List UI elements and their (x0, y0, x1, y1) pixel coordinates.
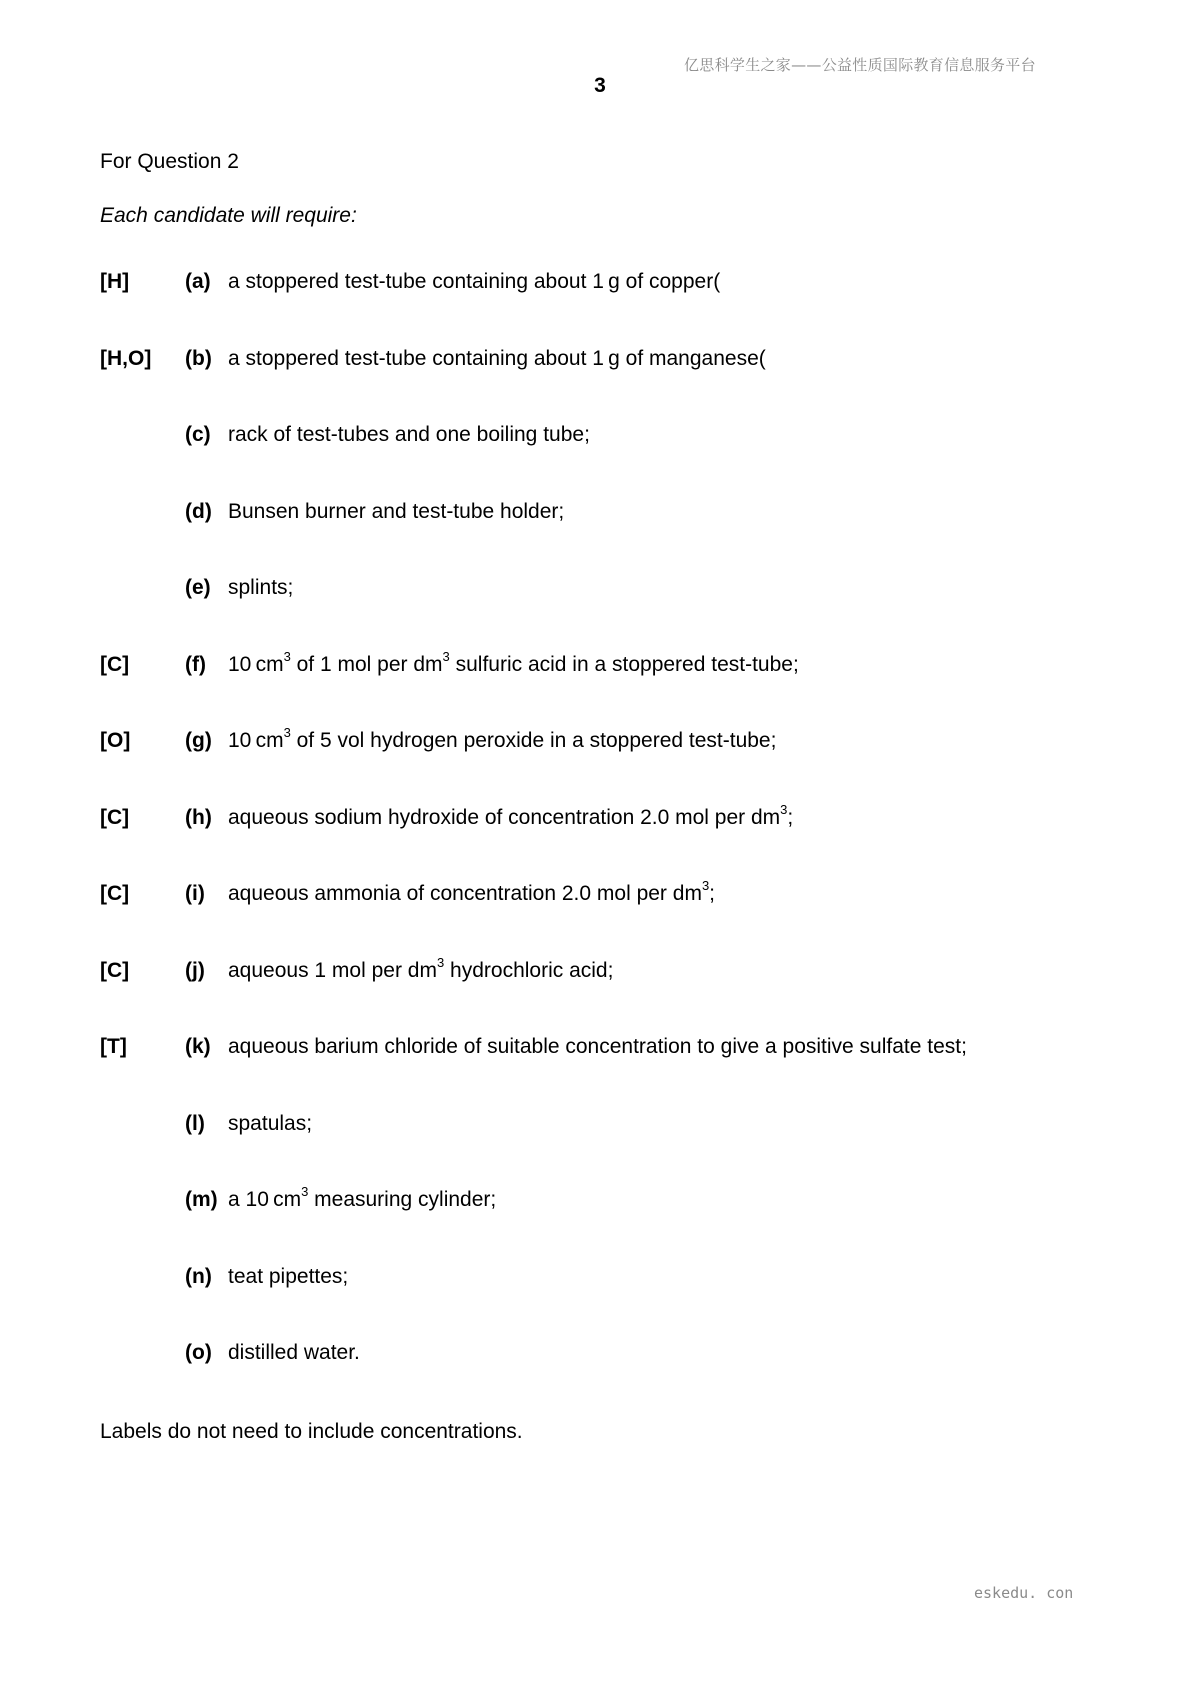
list-item (100, 423, 1100, 500)
list-item (100, 725, 1100, 806)
text-part: 10 cm (228, 729, 284, 752)
item-letter: (f) (185, 652, 206, 676)
text-part: of 1 mol per dm (290, 652, 443, 676)
item-letter: (h) (185, 805, 212, 829)
item-description: aqueous barium chloride of suitable concentration to give a positive sulfate test; (228, 1035, 967, 1058)
text-part: aqueous 1 mol per dm (228, 958, 437, 982)
item-description: Bunsen burner and test-tube holder; (228, 499, 565, 523)
item-description (228, 1184, 497, 1212)
list-item (100, 1265, 1100, 1342)
item-description: teat pipettes; (228, 1264, 349, 1288)
list-item (100, 576, 1100, 653)
item-description: a stoppered test-tube containing about 1 g of manganese( (228, 346, 766, 370)
list-item (100, 1035, 1100, 1112)
footer-watermark: eskedu. con (974, 1584, 1074, 1602)
header-watermark: 亿思科学生之家——公益性质国际教育信息服务平台 (684, 56, 1036, 74)
item-letter: (b) (185, 346, 212, 370)
item-code: [C] (100, 805, 130, 829)
item-code: [T] (100, 1035, 127, 1058)
item-code: [O] (100, 729, 131, 752)
list-item (100, 878, 1100, 959)
text-part: sulfuric acid in a stoppered test-tube; (449, 652, 799, 676)
apparatus-list (100, 270, 1100, 1418)
superscript: 3 (442, 648, 450, 664)
item-letter: (n) (185, 1264, 212, 1288)
text-part: of 5 vol hydrogen peroxide in a stoppered test-tube; (290, 729, 777, 752)
item-letter: (g) (185, 729, 212, 752)
superscript: 3 (701, 878, 710, 893)
text-part: measuring cylinder; (308, 1188, 497, 1211)
item-letter: (k) (185, 1035, 211, 1058)
item-description (228, 725, 777, 753)
item-letter: (o) (185, 1341, 212, 1364)
superscript: 3 (283, 648, 291, 664)
item-letter: (e) (185, 576, 211, 599)
text-part: aqueous sodium hydroxide of concentration 2.0 mol per dm (228, 805, 781, 829)
superscript: 3 (436, 954, 445, 970)
list-item (100, 1184, 1100, 1265)
list-item (100, 270, 1100, 347)
section-title: For Question 2 (100, 150, 239, 173)
text-part: ; (709, 882, 716, 905)
list-item (100, 648, 1100, 730)
item-description: splints; (228, 576, 294, 599)
text-part: hydrochloric acid; (444, 958, 614, 982)
item-description: spatulas; (228, 1111, 313, 1135)
page-number: 3 (594, 74, 606, 97)
text-part: a 10 cm (228, 1188, 302, 1211)
item-code: [C] (100, 652, 130, 676)
superscript: 3 (780, 801, 788, 817)
item-letter: (i) (185, 882, 205, 905)
item-code: [C] (100, 958, 130, 982)
item-letter: (c) (185, 423, 211, 446)
item-code: [H,O] (100, 346, 152, 370)
text-part: 10 cm (228, 652, 284, 676)
list-item (100, 1112, 1100, 1189)
list-item (100, 801, 1100, 883)
footer-note: Labels do not need to include concentrations. (100, 1420, 523, 1443)
item-letter: (l) (185, 1111, 205, 1135)
item-letter: (j) (185, 958, 205, 982)
item-code: [C] (100, 882, 130, 905)
item-letter: (d) (185, 499, 212, 523)
item-description (228, 801, 794, 830)
item-description (228, 878, 716, 906)
item-letter: (m) (185, 1188, 218, 1211)
text-part: ; (787, 805, 794, 829)
list-item (100, 347, 1100, 424)
item-code: [H] (100, 270, 130, 293)
item-description: rack of test-tubes and one boiling tube; (228, 423, 590, 446)
superscript: 3 (301, 1184, 309, 1199)
item-description: distilled water. (228, 1341, 360, 1364)
section-subtitle: Each candidate will require: (100, 204, 357, 227)
item-letter: (a) (185, 270, 211, 293)
list-item (100, 500, 1100, 577)
superscript: 3 (283, 725, 291, 740)
item-description (228, 648, 799, 677)
list-item (100, 954, 1100, 1036)
text-part: aqueous ammonia of concentration 2.0 mol per dm (228, 882, 702, 905)
item-description: a stoppered test-tube containing about 1 g of copper( (228, 270, 721, 293)
item-description (228, 954, 614, 983)
list-item (100, 1341, 1100, 1418)
